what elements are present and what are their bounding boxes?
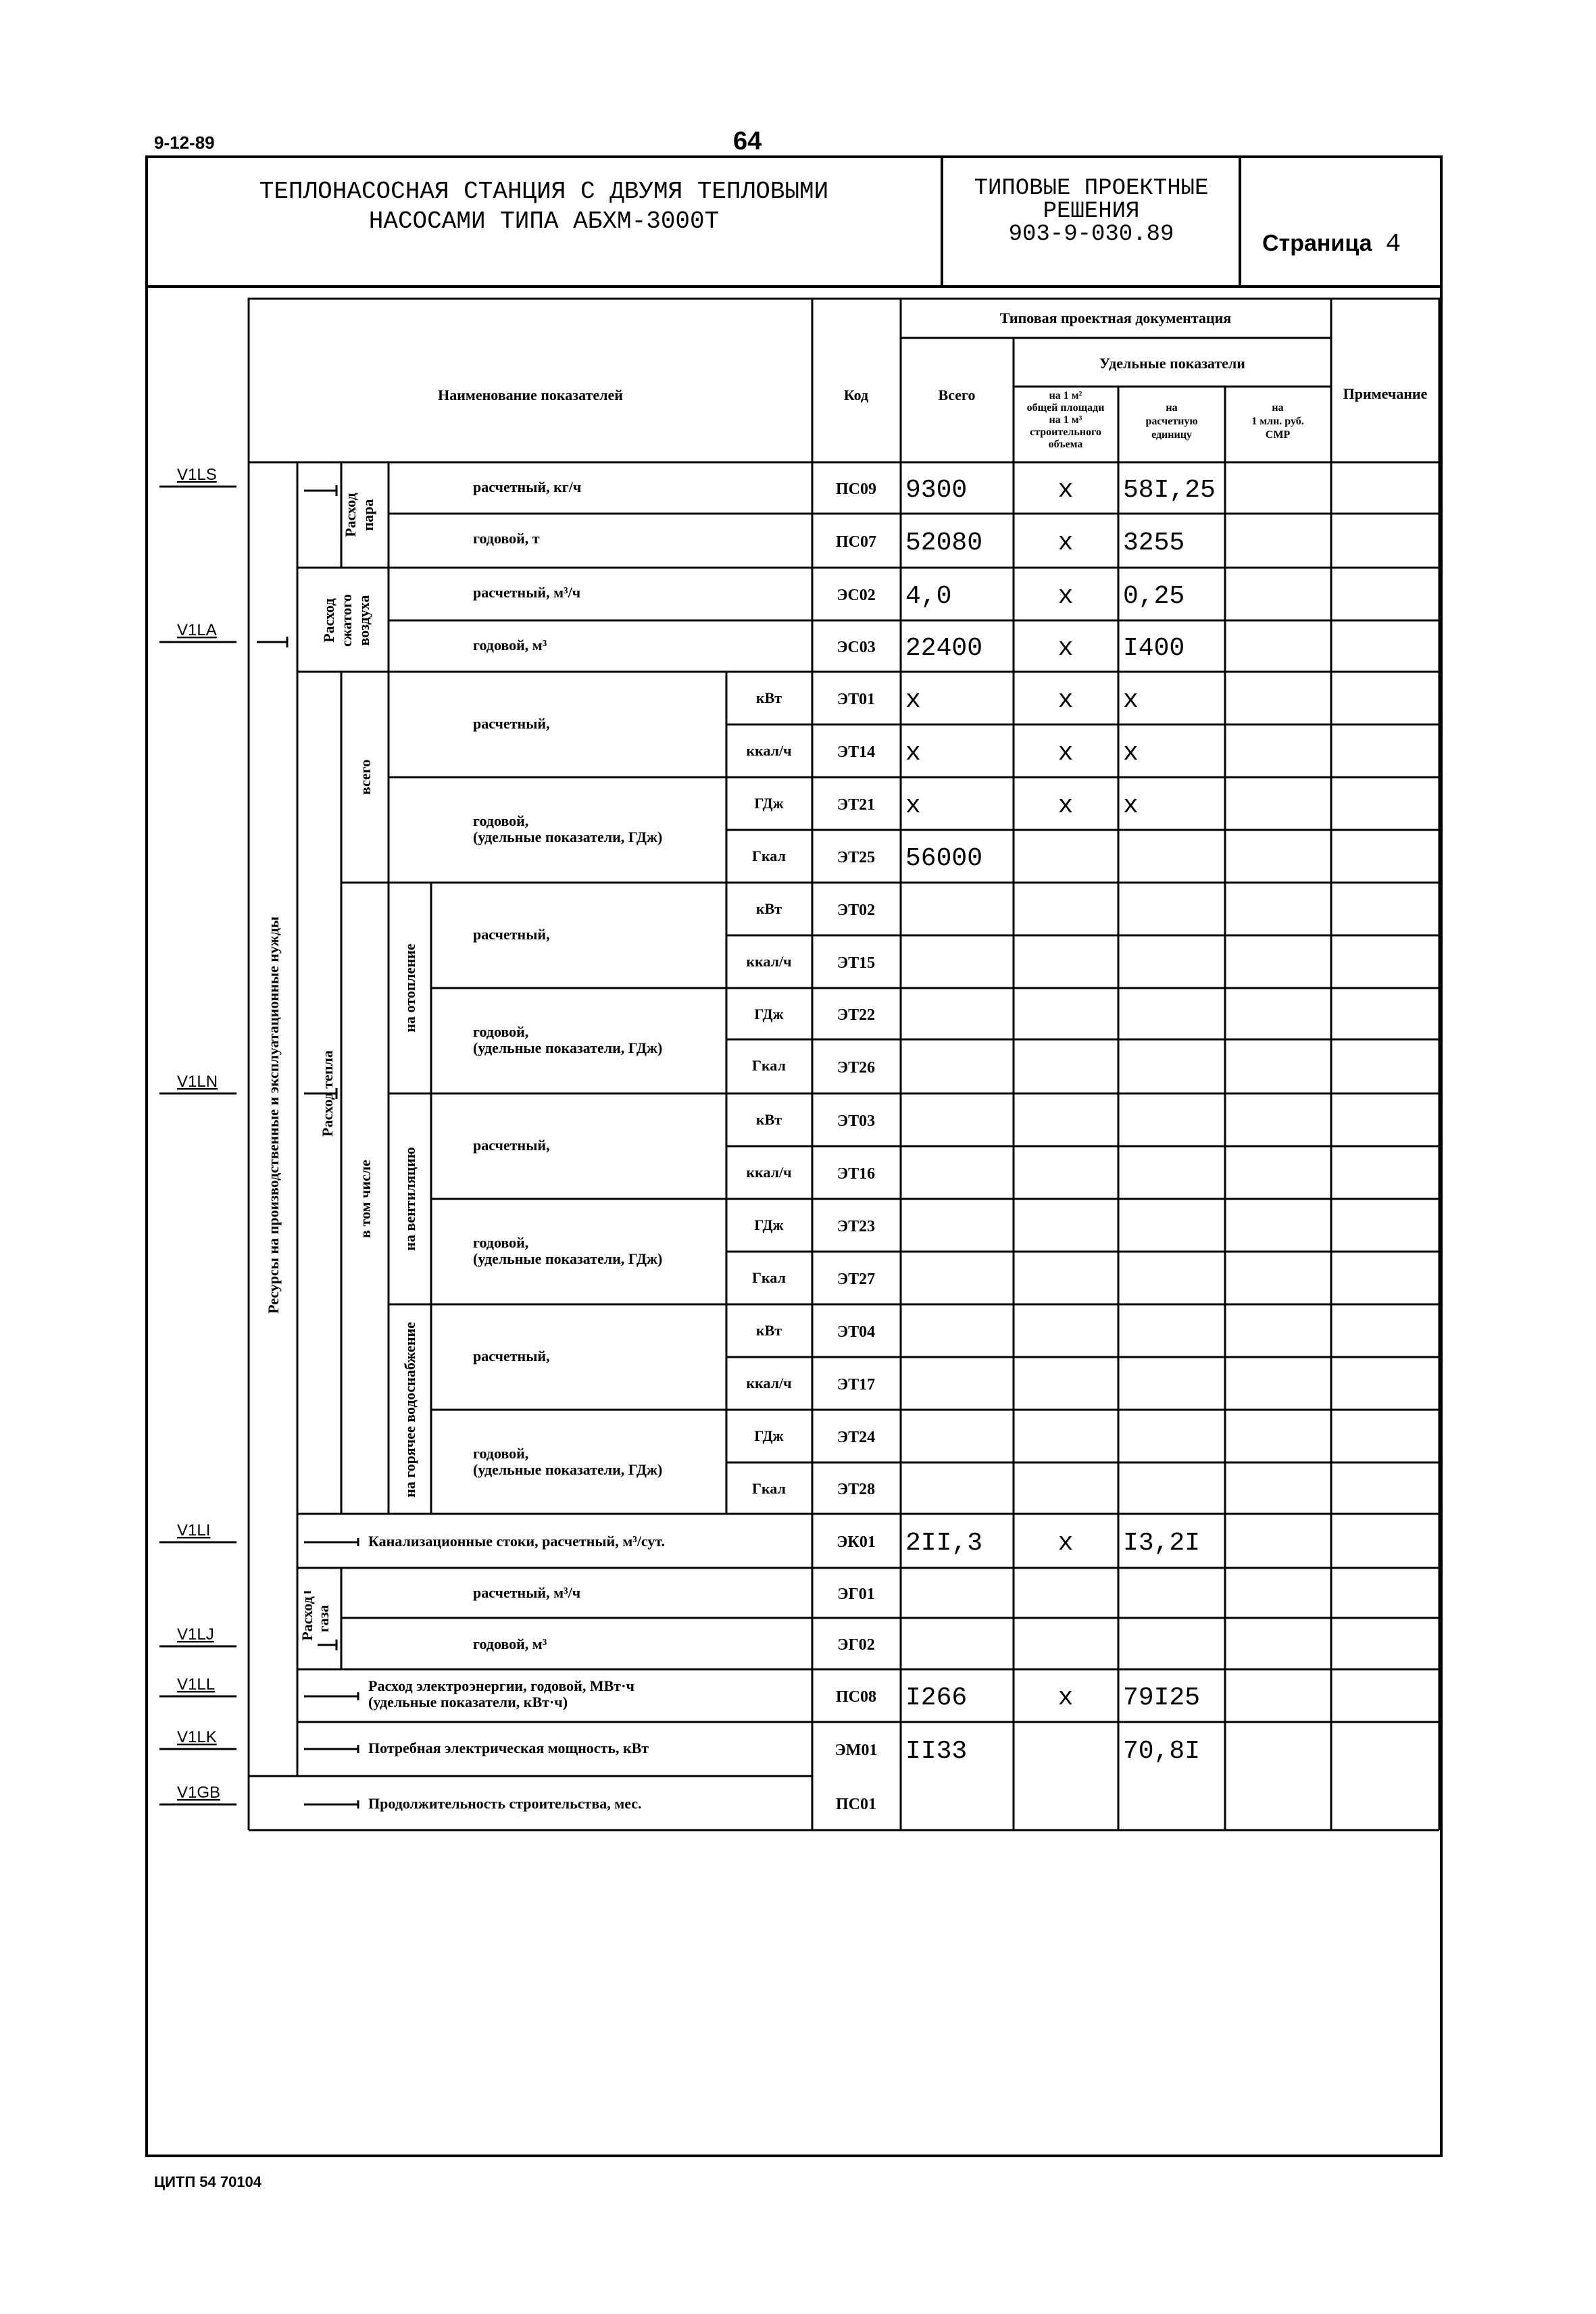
row-label: (удельные показатели, ГДж) (473, 1250, 663, 1267)
row-code: ЭС03 (837, 639, 876, 656)
value-total: 2II,3 (905, 1529, 983, 1558)
value-per-unit: x (1123, 791, 1139, 820)
value-total: 56000 (905, 844, 983, 873)
row-code: ЭТ22 (837, 1006, 876, 1024)
value-per-area: x (1057, 1529, 1074, 1558)
row-code: ЭТ23 (837, 1218, 876, 1235)
unit-label: ГДж (754, 1427, 784, 1444)
row-label: расчетный, м³/ч (473, 1584, 581, 1601)
group-air: воздуха (355, 595, 372, 646)
value-total: 4,0 (905, 582, 952, 611)
value-total: x (905, 686, 921, 715)
row-label: годовой, т (473, 530, 540, 547)
value-per-area: x (1057, 791, 1074, 820)
series-number: 903-9-030.89 (1008, 222, 1174, 247)
unit-label: ГДж (754, 795, 784, 812)
value-total: 22400 (905, 634, 983, 663)
row-code: ЭТ26 (837, 1059, 876, 1077)
row-label: расчетный, (473, 1348, 550, 1364)
row-code: ПС09 (836, 481, 876, 498)
row-code: ЭТ04 (837, 1323, 876, 1341)
row-code: ЭГ01 (837, 1585, 875, 1603)
header-specific: Удельные показатели (1099, 355, 1245, 372)
row-label: годовой, (473, 1445, 529, 1462)
unit-label: кВт (755, 1111, 782, 1128)
group-gas: газа (315, 1604, 332, 1633)
header-typical-doc: Типовая проектная документация (999, 310, 1232, 326)
row-label: расчетный, (473, 926, 550, 943)
value-per-unit: 58I,25 (1123, 476, 1216, 505)
group-resources: Ресурсы на производственные и эксплуатационные нужды (265, 916, 282, 1314)
document-date: 9-12-89 (154, 132, 215, 153)
value-per-area: x (1057, 739, 1074, 768)
group-hot-water: на горячее водоснабжение (401, 1322, 418, 1498)
unit-label: ккал/ч (746, 1164, 792, 1181)
value-per-area: x (1057, 1683, 1074, 1713)
row-label: расчетный, кг/ч (473, 478, 582, 495)
row-code: ЭТ28 (837, 1481, 876, 1498)
row-label: Расход электроэнергии, годовой, МВт·ч (368, 1677, 634, 1694)
side-code: V1LI (177, 1521, 211, 1540)
value-total: x (905, 739, 921, 768)
page-number: 64 (733, 127, 762, 155)
row-label: годовой, м³ (473, 1635, 547, 1652)
row-code: ЭС02 (837, 587, 876, 604)
row-code: ЭТ17 (837, 1376, 876, 1394)
header-area-line: строительного (1030, 426, 1101, 438)
side-code: V1LS (177, 466, 217, 484)
row-label: расчетный, м³/ч (473, 584, 581, 601)
row-label: годовой, м³ (473, 637, 547, 654)
row-label: Продолжительность строительства, мес. (368, 1795, 642, 1812)
unit-label: кВт (755, 1322, 782, 1339)
group-heating: на отопление (401, 943, 418, 1033)
group-heat-total: всего (357, 759, 374, 795)
header-unit-line: единицу (1151, 429, 1192, 441)
value-per-area: x (1057, 686, 1074, 715)
header-total: Всего (938, 387, 976, 403)
row-label: (удельные показатели, кВт·ч) (368, 1694, 568, 1710)
unit-label: ккал/ч (746, 953, 792, 970)
unit-label: ГДж (754, 1216, 784, 1233)
value-per-area: x (1057, 634, 1074, 663)
side-code: V1LN (177, 1073, 218, 1091)
unit-label: ккал/ч (746, 1375, 792, 1392)
group-heat: Расход тепла (319, 1050, 336, 1137)
group-gas: Расход (299, 1596, 316, 1641)
value-per-unit: x (1123, 739, 1139, 768)
row-label: (удельные показатели, ГДж) (473, 1461, 663, 1478)
title-line: ТЕПЛОНАСОСНАЯ СТАНЦИЯ С ДВУМЯ ТЕПЛОВЫМИ (259, 178, 829, 205)
value-per-area: x (1057, 528, 1074, 558)
side-code: V1GB (177, 1783, 221, 1802)
unit-label: кВт (755, 689, 782, 706)
unit-label: Гкал (752, 847, 786, 864)
value-per-unit: I400 (1123, 634, 1185, 663)
side-code: V1LJ (177, 1625, 214, 1644)
row-code: ЭТ03 (837, 1112, 876, 1130)
row-label: Потребная электрическая мощность, кВт (368, 1740, 649, 1756)
row-label: годовой, (473, 1023, 529, 1040)
row-code: ПС01 (836, 1796, 876, 1813)
value-per-area: x (1057, 476, 1074, 505)
row-code: ЭТ24 (837, 1429, 876, 1446)
header-name: Наименование показателей (438, 387, 623, 403)
unit-label: Гкал (752, 1057, 786, 1074)
row-code: ЭТ01 (837, 691, 876, 708)
header-area-line: на 1 м² (1049, 390, 1082, 401)
row-code: ЭГ02 (837, 1636, 875, 1654)
value-total: 52080 (905, 528, 983, 558)
value-per-unit: x (1123, 686, 1139, 715)
value-per-area: x (1057, 582, 1074, 611)
row-label: расчетный, (473, 1137, 550, 1154)
page-value: 4 (1385, 230, 1401, 259)
unit-label: ГДж (754, 1006, 784, 1023)
header-area-line: на 1 м³ (1049, 414, 1082, 426)
data-rows (835, 476, 1216, 1813)
footer-code: ЦИТП 54 70104 (154, 2173, 262, 2190)
row-label: (удельные показатели, ГДж) (473, 1039, 663, 1056)
row-label: расчетный, (473, 715, 550, 732)
unit-label: Гкал (752, 1480, 786, 1497)
value-total: x (905, 791, 921, 820)
row-label: (удельные показатели, ГДж) (473, 829, 663, 845)
unit-label: ккал/ч (746, 742, 792, 759)
header-code: Код (843, 387, 869, 403)
row-code: ЭТ16 (837, 1165, 876, 1183)
row-code: ПС08 (836, 1688, 876, 1706)
row-code: ЭМ01 (834, 1742, 878, 1759)
header-unit-line: на (1166, 402, 1178, 414)
row-label: годовой, (473, 812, 529, 829)
side-code: V1LL (177, 1675, 216, 1694)
row-label: Канализационные стоки, расчетный, м³/сут. (368, 1533, 666, 1550)
group-ventilation: на вентиляцию (401, 1147, 418, 1251)
value-total: 9300 (905, 476, 968, 505)
group-incl: в том числе (357, 1160, 374, 1238)
row-code: ЭТ02 (837, 902, 876, 919)
header-area-line: объема (1048, 439, 1083, 450)
header-mln-line: СМР (1265, 429, 1291, 441)
header-note: Примечание (1343, 385, 1428, 402)
row-code: ЭТ21 (837, 796, 876, 814)
row-code: ЭК01 (837, 1533, 876, 1551)
value-per-unit: 70,8I (1123, 1737, 1201, 1766)
value-per-unit: 79I25 (1123, 1683, 1201, 1713)
group-steam: Расход (342, 493, 359, 537)
group-air: сжатого (338, 593, 355, 647)
title-line: НАСОСАМИ ТИПА АБХМ-3000Т (368, 207, 720, 235)
row-code: ЭТ15 (837, 954, 876, 972)
value-per-unit: 0,25 (1123, 582, 1185, 611)
row-code: ЭТ27 (837, 1271, 876, 1288)
unit-label: кВт (755, 900, 782, 917)
header-area-line: общей площади (1026, 402, 1105, 414)
value-per-unit: I3,2I (1123, 1529, 1201, 1558)
value-per-unit: 3255 (1123, 528, 1185, 558)
side-code: V1LK (177, 1728, 217, 1746)
value-total: II33 (905, 1737, 968, 1766)
header-unit-line: расчетную (1145, 416, 1198, 427)
row-code: ЭТ14 (837, 743, 876, 761)
page-label: Страница (1262, 230, 1372, 256)
header-mln-line: 1 млн. руб. (1251, 416, 1304, 427)
row-code: ЭТ25 (837, 849, 876, 866)
row-code: ПС07 (836, 533, 876, 551)
series-line: РЕШЕНИЯ (1043, 199, 1140, 224)
group-air: Расход (320, 598, 337, 643)
value-total: I266 (905, 1683, 968, 1713)
row-label: годовой, (473, 1234, 529, 1251)
group-steam: пара (359, 499, 376, 531)
unit-label: Гкал (752, 1269, 786, 1286)
series-line: ТИПОВЫЕ ПРОЕКТНЫЕ (974, 176, 1209, 201)
header-mln-line: на (1272, 402, 1284, 414)
side-code: V1LA (177, 621, 217, 639)
